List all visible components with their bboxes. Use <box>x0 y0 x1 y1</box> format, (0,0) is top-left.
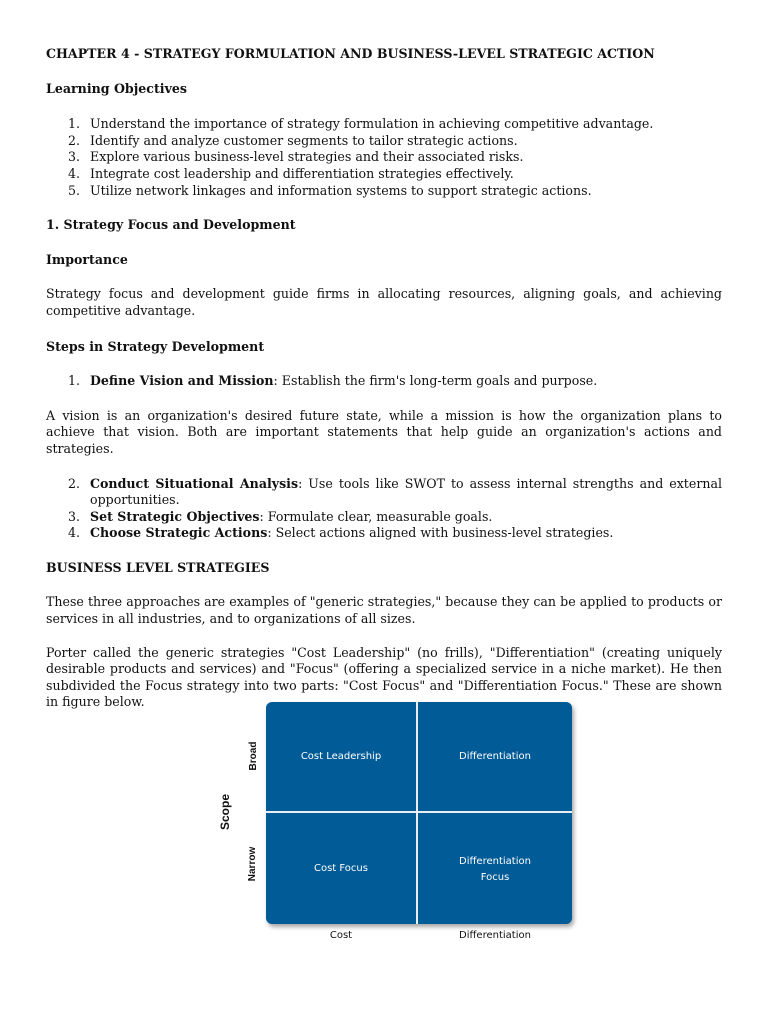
list-item: 2. Conduct Situational Analysis: Use tools like SWOT to assess internal strengths and external opportunities. <box>68 475 722 508</box>
steps-list-1 <box>46 373 722 390</box>
y-label-narrow: Narrow <box>247 846 258 882</box>
section-heading: 1. Strategy Focus and Development <box>46 217 296 233</box>
generic-strategies-paragraph: These three approaches are examples of "generic strategies," because they can be applied to products or services in all industries, and to organizations of all sizes. <box>46 594 722 627</box>
learning-objectives-heading: Learning Objectives <box>46 80 187 96</box>
steps-heading: Steps in Strategy Development <box>46 338 265 354</box>
chapter-title: CHAPTER 4 - STRATEGY FORMULATION AND BUSINESS-LEVEL STRATEGIC ACTION <box>46 46 655 61</box>
porter-generic-strategies-figure <box>210 700 580 950</box>
x-label-differentiation: Differentiation <box>459 930 531 941</box>
cell-cost-leadership: Cost Leadership <box>300 750 382 762</box>
document-page <box>46 46 722 711</box>
list-item: 1. Define Vision and Mission: Establish the firm's long-term goals and purpose. <box>68 373 598 389</box>
cell-differentiation: Differentiation <box>459 750 531 762</box>
importance-heading: Importance <box>46 251 128 267</box>
steps-list-2 <box>46 476 722 542</box>
importance-paragraph: Strategy focus and development guide firms in allocating resources, aligning goals, and achieving competitive advantage. <box>46 286 722 318</box>
strategy-matrix <box>266 702 572 924</box>
x-label-cost: Cost <box>329 930 353 941</box>
cell-cost-focus: Cost Focus <box>314 862 368 874</box>
list-item: 2. Identify and analyze customer segments to tailor strategic actions. <box>68 132 518 148</box>
list-item: 3. Set Strategic Objectives: Formulate clear, measurable goals. <box>68 508 493 524</box>
list-item: 4. Integrate cost leadership and differentiation strategies effectively. <box>68 165 514 181</box>
y-axis-title: Scope <box>218 794 232 831</box>
list-item: 5. Utilize network linkages and information systems to support strategic actions. <box>68 182 592 198</box>
vision-paragraph: A vision is an organization's desired future state, while a mission is how the organization plans to achieve that vision. Both are important statements that help guide an organization's actions and strategies. <box>46 407 722 456</box>
list-item: 1. Understand the importance of strategy formulation in achieving competitive advantage. <box>68 116 654 132</box>
business-level-heading: BUSINESS LEVEL STRATEGIES <box>46 559 270 575</box>
porter-paragraph: Porter called the generic strategies "Cost Leadership" (no frills), "Differentiation" (creating uniquely desirable products and services) and "Focus" (offering a specialized service in a niche market). He then subdivided the Focus strategy into two parts: "Cost Focus" and "Differentiation Focus." These are shown in figure below. <box>46 644 722 710</box>
list-item: 4. Choose Strategic Actions: Select actions aligned with business-level strategies. <box>68 525 614 541</box>
y-label-broad: Broad <box>248 741 259 771</box>
list-item: 3. Explore various business-level strategies and their associated risks. <box>68 149 524 165</box>
cell-differentiation-focus: Differentiation Focus <box>459 855 531 883</box>
learning-objectives-list <box>46 116 722 199</box>
